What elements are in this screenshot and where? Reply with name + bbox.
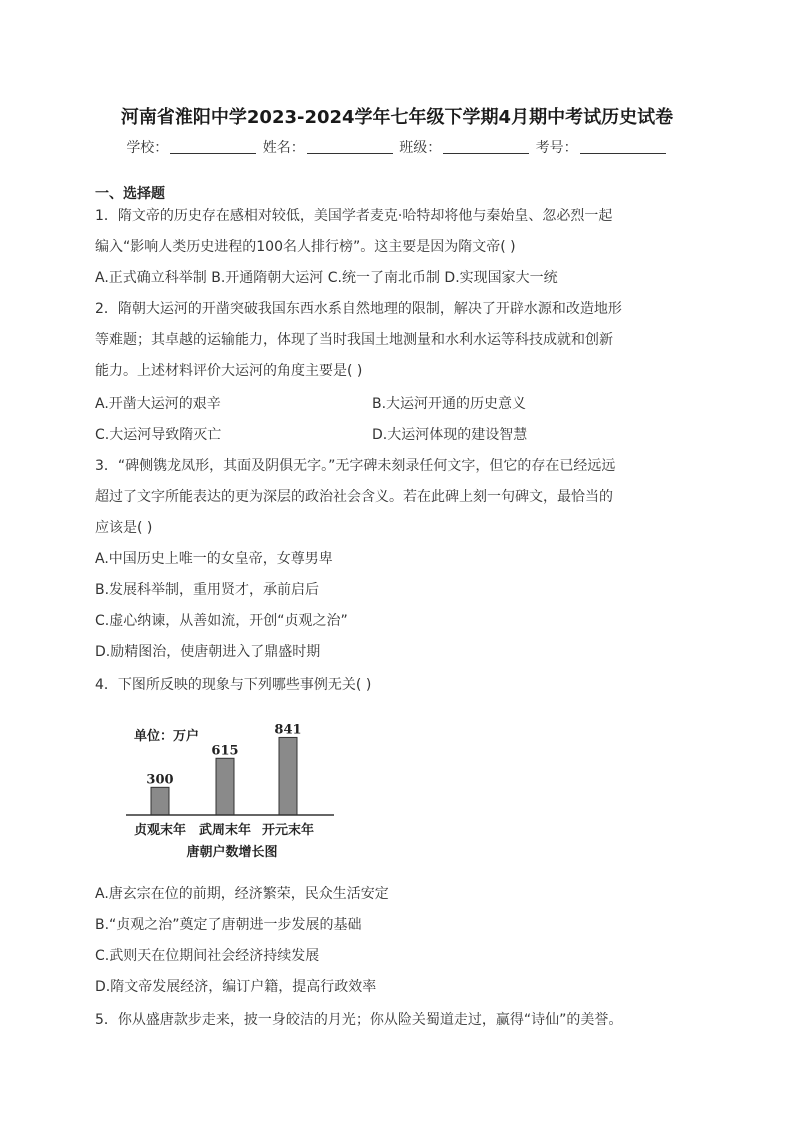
q3-line3: 应该是( ) — [95, 520, 153, 536]
name-label: 姓名： — [262, 140, 305, 156]
q3-option-a: A.中国历史上唯一的女皇帝，女尊男卑 — [95, 551, 333, 567]
chart-value-label: 841 — [274, 722, 302, 738]
q4-line1: 4．下图所反映的现象与下列哪些事例无关( ) — [95, 677, 372, 693]
chart-bar-武周末年 — [216, 758, 234, 815]
chart-category-label: 武周末年 — [198, 823, 252, 838]
class-label: 班级： — [399, 140, 442, 156]
chart-title: 唐朝户数增长图 — [186, 845, 278, 860]
name-blank[interactable] — [307, 139, 393, 154]
chart-value-label: 615 — [211, 743, 239, 759]
household-chart-svg — [120, 722, 340, 862]
q2-option-d: D.大运河体现的建设智慧 — [372, 427, 528, 443]
q4-option-d: D.隋文帝发展经济，编订户籍，提高行政效率 — [95, 979, 377, 995]
q1-options: A.正式确立科举制 B.开通隋朝大运河 C.统一了南北币制 D.实现国家大一统 — [95, 270, 558, 286]
q2-option-a: A.开凿大运河的艰辛 — [95, 396, 221, 412]
q2-line3: 能力。上述材料评价大运河的角度主要是( ) — [95, 363, 363, 379]
q3-option-d: D.励精图治，使唐朝进入了鼎盛时期 — [95, 644, 321, 660]
class-blank[interactable] — [443, 139, 529, 154]
school-label: 学校： — [126, 140, 169, 156]
q3-option-b: B.发展科举制，重用贤才，承前启后 — [95, 582, 320, 598]
page-title: 河南省淮阳中学2023-2024学年七年级下学期4月期中考试历史试卷 — [120, 107, 674, 128]
chart-unit-label: 单位：万户 — [134, 729, 200, 744]
q2-line2: 等难题；其卓越的运输能力，体现了当时我国土地测量和水利水运等科技成就和创新 — [95, 332, 613, 348]
q3-line1: 3．“碑侧镌龙凤形，其面及阴俱无字。”无字碑未刻录任何文字，但它的存在已经远远 — [95, 458, 616, 474]
q1-line2: 编入“影响人类历史进程的100名人排行榜”。这主要是因为隋文帝( ) — [95, 239, 516, 255]
q2-option-c: C.大运河导致隋灭亡 — [95, 427, 222, 443]
q2-line1: 2．隋朝大运河的开凿突破我国东西水系自然地理的限制，解决了开辟水源和改造地形 — [95, 301, 622, 317]
chart-bar-开元末年 — [279, 737, 297, 815]
number-blank[interactable] — [580, 139, 666, 154]
school-blank[interactable] — [170, 139, 256, 154]
q4-option-a: A.唐玄宗在位的前期，经济繁荣，民众生活安定 — [95, 886, 389, 902]
student-info-line — [0, 137, 794, 157]
q2-option-b: B.大运河开通的历史意义 — [372, 396, 527, 412]
q1-line1: 1．隋文帝的历史存在感相对较低，美国学者麦克·哈特却将他与秦始皇、忽必烈一起 — [95, 208, 613, 224]
chart-value-label: 300 — [146, 772, 174, 788]
q3-option-c: C.虚心纳谏，从善如流，开创“贞观之治” — [95, 613, 348, 629]
chart-category-label: 贞观末年 — [133, 823, 187, 838]
chart-category-label: 开元末年 — [261, 823, 315, 838]
chart-bar-贞观末年 — [151, 787, 169, 815]
number-label: 考号： — [535, 140, 578, 156]
q4-option-b: B.“贞观之治”奠定了唐朝进一步发展的基础 — [95, 917, 362, 933]
section-title: 一、选择题 — [95, 186, 165, 202]
q3-line2: 超过了文字所能表达的更为深层的政治社会含义。若在此碑上刻一句碑文，最恰当的 — [95, 489, 613, 505]
household-chart — [120, 722, 340, 862]
q4-option-c: C.武则天在位期间社会经济持续发展 — [95, 948, 320, 964]
q5-line1: 5．你从盛唐款步走来，披一身皎洁的月光；你从险关蜀道走过，赢得“诗仙”的美誉。 — [95, 1012, 623, 1028]
